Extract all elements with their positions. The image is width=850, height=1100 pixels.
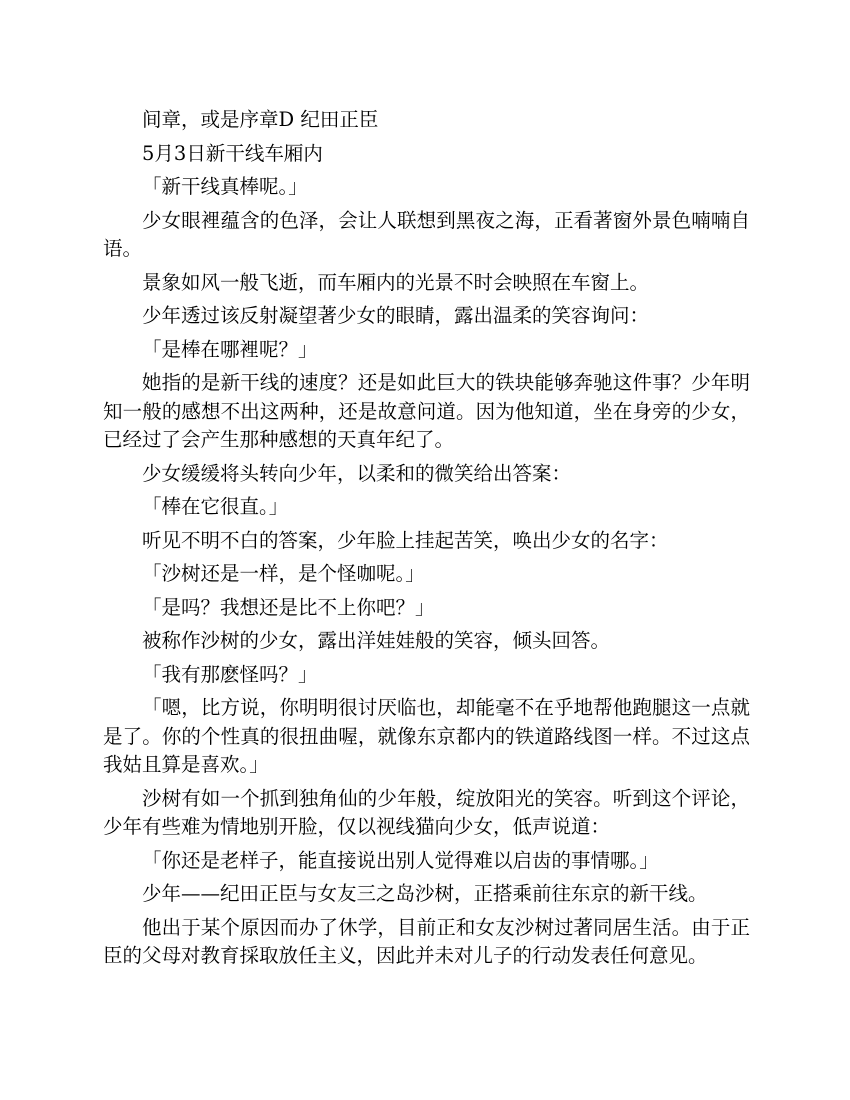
paragraph: 「你还是老样子，能直接说出别人觉得难以启齿的事情哪。」 [142, 848, 659, 872]
paragraph: 「是吗？我想还是比不上你吧？」 [142, 595, 435, 619]
paragraph: 「新干线真棒呢。」 [142, 175, 308, 198]
paragraph: 少年——纪田正臣与女友三之岛沙树，正搭乘前往东京的新干线。 [142, 882, 708, 905]
paragraph: 「嗯，比方说，你明明很讨厌临也，却能毫不在乎地帮他跑腿这一点就是了。你的个性真的很扭曲喔，就像东京都内的铁道路线图一样。不过这点我姑且算是喜欢。」 [103, 696, 750, 776]
paragraph: 少年透过该反射凝望著少女的眼睛，露出温柔的笑容询问： [142, 304, 650, 327]
scene-location: 5月3日新干线车厢内 [142, 141, 323, 165]
paragraph: 「沙树还是一样，是个怪咖呢。」 [142, 562, 425, 585]
paragraph: 沙树有如一个抓到独角仙的少年般，绽放阳光的笑容。听到这个评论，少年有些难为情地别开脸，仅以视线猫向少女，低声说道： [103, 786, 750, 838]
paragraph: 少女眼裡蕴含的色泽，会让人联想到黑夜之海，正看著窗外景色喃喃自语。 [103, 208, 750, 260]
paragraph: 「是棒在哪裡呢？」 [142, 337, 318, 361]
paragraph: 景象如风一般飞逝，而车厢内的光景不时会映照在车窗上。 [142, 270, 650, 294]
chapter-heading: 间章，或是序章D 纪田正臣 [142, 108, 379, 131]
paragraph: 她指的是新干线的速度？还是如此巨大的铁块能够奔驰这件事？少年明知一般的感想不出这两种，还是故意问道。因为他知道，坐在身旁的少女，已经过了会产生那种感想的天真年纪了。 [103, 371, 750, 451]
paragraph: 他出于某个原因而办了休学，目前正和女友沙树过著同居生活。由于正臣的父母对教育採取放任主义，因此并未对儿子的行动发表任何意见。 [103, 915, 750, 967]
document-page [103, 106, 750, 976]
paragraph: 「棒在它很直。」 [142, 495, 289, 518]
paragraph: 被称作沙树的少女，露出洋娃娃般的笑容，倾头回答。 [142, 629, 611, 652]
paragraph: 「我有那麽怪吗？」 [142, 662, 318, 686]
paragraph: 听见不明不白的答案，少年脸上挂起苦笑，唤出少女的名字： [142, 528, 669, 552]
paragraph: 少女缓缓将头转向少年，以柔和的微笑给出答案： [142, 461, 572, 485]
